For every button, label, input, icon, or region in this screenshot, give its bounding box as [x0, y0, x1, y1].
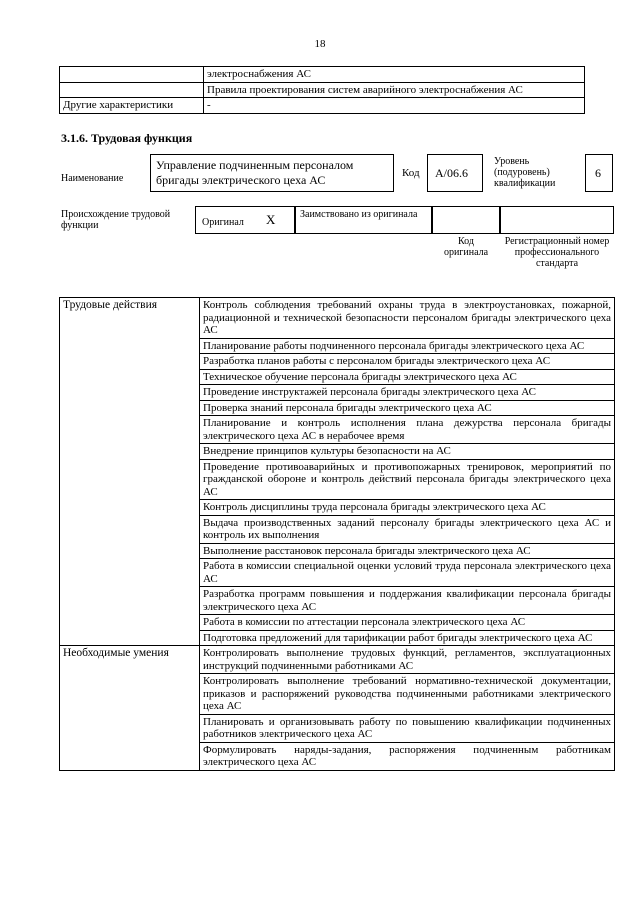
table-cell: Контролировать выполнение трудовых функций, регламентов, эксплуатационных инструкций подчиненными работниками АС — [200, 646, 615, 674]
code-original-caption: Код оригинала — [443, 236, 489, 258]
table-cell: Работа в комиссии специальной оценки условий труда персонала электрического цеха АС — [200, 559, 615, 587]
table-cell: Работа в комиссии по аттестации персонала электрического цеха АС — [200, 615, 615, 631]
original-box — [195, 206, 295, 234]
table-cell: Контроль дисциплины труда персонала бригады электрического цеха АС — [200, 500, 615, 516]
table-cell: Правила проектирования систем аварийного электроснабжения АС — [204, 82, 585, 98]
code-box — [427, 154, 483, 192]
table-row — [60, 67, 585, 83]
name-value: Управление подчиненным персоналом бригады электрического цеха АС — [156, 158, 354, 187]
table-cell: Внедрение принципов культуры безопасности на АС — [200, 444, 615, 460]
table-cell: Планирование и контроль исполнения плана дежурства персонала бригады электрического цеха АС в нерабочее время — [200, 416, 615, 444]
original-label: Оригинал — [202, 217, 244, 228]
table-cell: Проведение инструктажей персонала бригады электрического цеха АС — [200, 385, 615, 401]
level-label: Уровень (подуровень) квалификации — [494, 156, 556, 189]
table-cell: Контролировать выполнение требований нормативно-технической документации, приказов и распоряжений руководства подчиненными работниками электрического цеха АС — [200, 674, 615, 715]
table-cell: Планировать и организовывать работу по повышению квалификации подчиненных работников электрического цеха АС — [200, 714, 615, 742]
top-table — [59, 66, 585, 114]
table-cell: Проверка знаний персонала бригады электрического цеха АС — [200, 400, 615, 416]
table-cell: Планирование работы подчиненного персонала бригады электрического цеха АС — [200, 338, 615, 354]
group-label: Необходимые умения — [60, 646, 200, 771]
code-label: Код — [402, 167, 420, 179]
table-row — [60, 82, 585, 98]
origin-label: Происхождение трудовой функции — [61, 209, 171, 231]
borrowed-box — [295, 206, 432, 234]
table-cell: Выдача производственных заданий персоналу бригады электрического цеха АС и контроль их выполнения — [200, 515, 615, 543]
table-cell: Выполнение расстановок персонала бригады электрического цеха АС — [200, 543, 615, 559]
borrowed-label: Заимствовано из оригинала — [300, 209, 418, 220]
original-mark: X — [266, 212, 276, 227]
table-cell: Разработка планов работы с персоналом бригады электрического цеха АС — [200, 354, 615, 370]
table-cell: Проведение противоаварийных и противопожарных тренировок, мероприятий по гражданской обороне и контроль действий персонала бригады электрического цеха АС — [200, 459, 615, 500]
name-label: Наименование — [61, 173, 124, 184]
level-box — [585, 154, 613, 192]
table-cell: Подготовка предложений для тарификации работ бригады электрического цеха АС — [200, 630, 615, 646]
table-row — [60, 298, 615, 339]
group-label: Трудовые действия — [60, 298, 200, 646]
table-cell: электроснабжения АС — [204, 67, 585, 83]
table-cell: Формулировать наряды-задания, распоряжения подчиненным работникам электрического цеха АС — [200, 742, 615, 770]
table-cell: Техническое обучение персонала бригады электрического цеха АС — [200, 369, 615, 385]
reg-number-caption: Регистрационный номер профессионального стандарта — [504, 236, 610, 269]
table-cell: Другие характеристики — [60, 98, 204, 114]
section-title: 3.1.6. Трудовая функция — [61, 131, 193, 145]
code-original-box — [432, 206, 500, 234]
table-cell — [60, 67, 204, 83]
table-row — [60, 98, 585, 114]
main-table — [59, 297, 615, 771]
table-cell — [60, 82, 204, 98]
name-box — [150, 154, 394, 192]
page-number: 18 — [314, 38, 326, 50]
level-value: 6 — [595, 166, 601, 180]
table-row — [60, 646, 615, 674]
table-cell: - — [204, 98, 585, 114]
reg-number-box — [500, 206, 614, 234]
code-value: A/06.6 — [435, 166, 468, 180]
table-cell: Контроль соблюдения требований охраны труда в электроустановках, пожарной, радиационной и технической безопасности персоналом бригады электрического цеха АС — [200, 298, 615, 339]
table-cell: Разработка программ повышения и поддержания квалификации персонала бригады электрического цеха АС — [200, 587, 615, 615]
